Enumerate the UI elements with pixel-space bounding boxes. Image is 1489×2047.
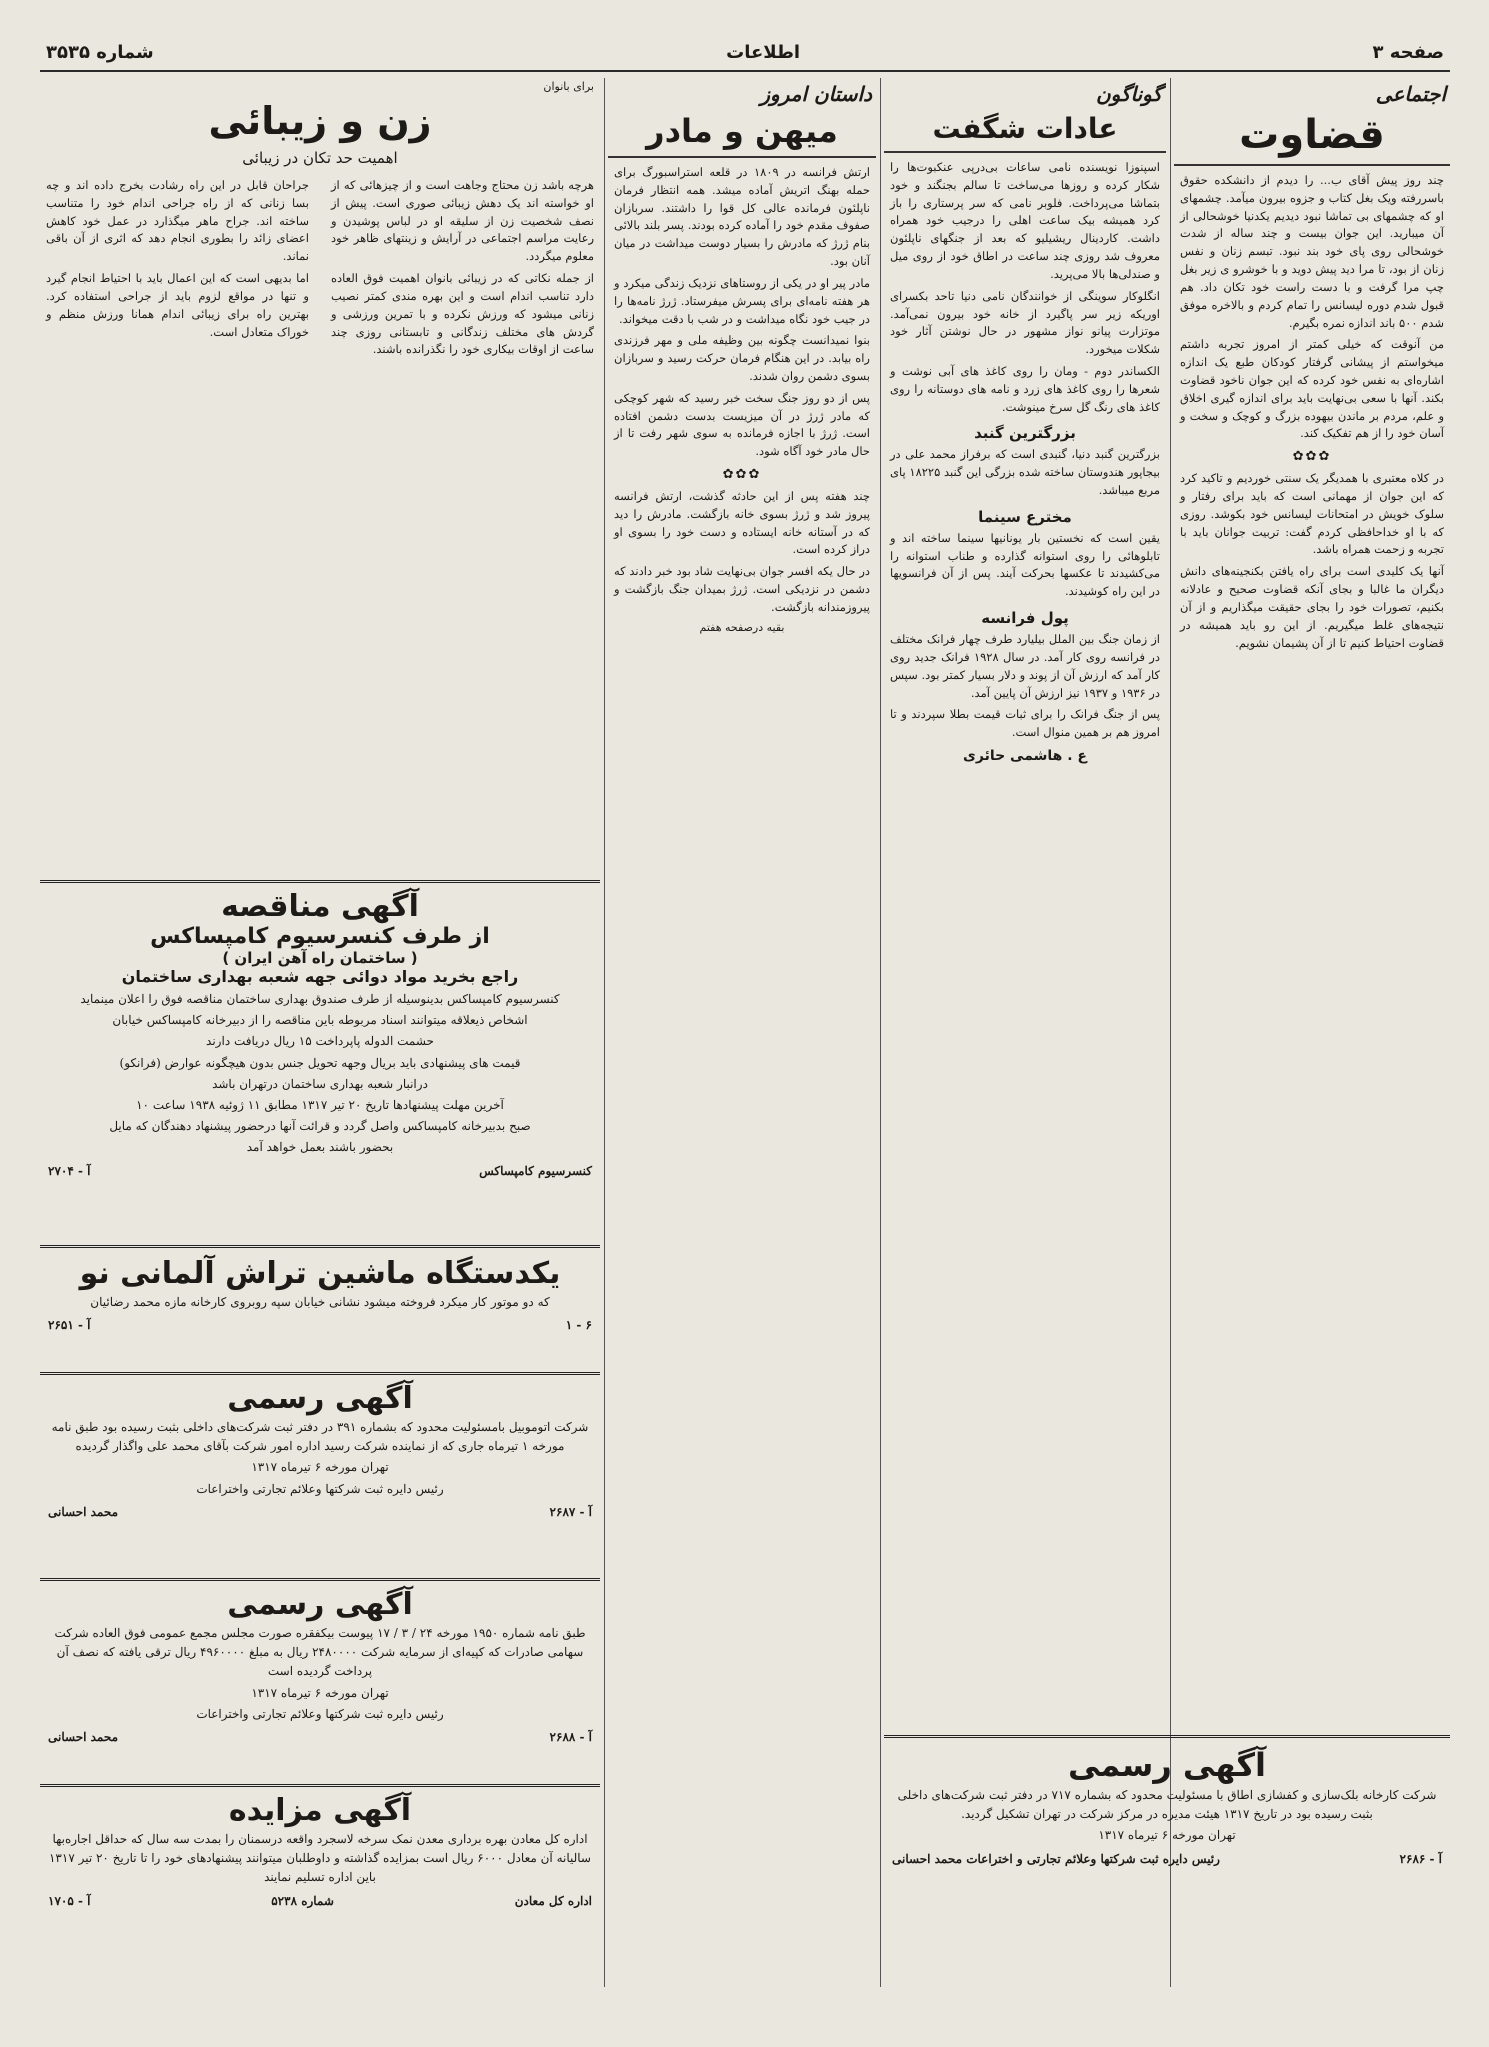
article-subheading: مخترع سینما [978,507,1072,526]
section-kicker: برای بانوان [543,80,594,93]
newspaper-name: اطلاعات [726,41,801,63]
ad-line: صبح بدبیرخانه کامپساکس واصل گردد و قرائت آنها درحضور پیشنهاد دهندگان که مایل [109,1119,531,1134]
article-paragraph: آنها یک کلیدی است برای راه یافتن بکنجینه‌های دانش دیگران ما غالبا و بجای آنکه قضاوت صحیح و عادلانه بکنیم، تصورات خود را بجای حقیقت میگذاریم و از آن نتیجه‌های غلط میگیریم. از این رو باید همیشه در قضاوت احتیاط کنیم تا از آن پشیمان نشویم. [1180,564,1444,650]
ad-line: طبق نامه شماره ۱۹۵۰ مورخه ۲۴ / ۳ / ۱۷ پیوست بیکفقره صورت مجلس مجمع عمومی فوق العاده شرکت سهامی صادرات که کپیه‌ای از سرمایه شرکت ۲۴۸۰۰۰۰ ریال به مبلغ ۴۹۶۰۰۰۰ ریال ترقی یافته که نصف آن پرداخت گردیده است [54,1626,586,1679]
ad-sign: کنسرسیوم کامپساکس [479,1163,592,1178]
ad-title: آگهی مزایده [228,1793,412,1828]
article-paragraph: من آنوقت که خیلی کمتر از امروز تجربه داشتم میخواستم از پیشانی گرفتار کودکان طبع یک اندازه اشاره‌ای به نفس خود کرده که این جوان ناخود قضاوت بکند. آنها با سعی بی‌نهایت باید برای اندازه گیری اخلاق و علم، مردم بر ماندن بیهوده بزرگ و کوچک و سخت و آسان خود را از هم تفکیک کند. [1180,337,1444,441]
ad-line: اداره کل معادن بهره برداری معدن نمک سرخه لاسجرد واقعه درسمنان را بمدت سه سال که حداقل اجاره‌بها سالیانه آن معادل ۶۰۰۰ ریال است بمزایده گذاشته و داوطلبان میتوانند پیشنهادهای خود را تا تاریخ ۲۰ تیر ۱۳۱۷ باین اداره تسلیم نمایند [48,1832,591,1885]
section-kicker: گوناگون [1095,82,1162,106]
column-story [608,78,876,1987]
article-paragraph: جراحان قابل در این راه رشادت بخرج داده اند و چه بسا زنانی که از راه جراحی اندام خود را متناسب ساخته اند. جراح ماهر میگذارد در عمل خود کاهش اعضای زائد را بطوری انجام دهد که اثری از آن باقی نماند. [46,178,309,264]
ad-date: تهران مورخه ۶ تیرماه ۱۳۱۷ [251,1685,389,1700]
column-rule [1170,78,1171,1987]
ad-title: آگهی رسمی [227,1587,413,1622]
official-ad [40,1578,600,1781]
ad-date: تهران مورخه ۶ تیرماه ۱۳۱۷ [1098,1828,1236,1843]
ad-from: از طرف کنسرسیوم کامپساکس [150,924,490,949]
article-paragraph: بزرگترین گنبد دنیا، گنبدی است که برفراز محمد علی در بیجاپور هندوستان ساخته شده بزرگی این گنبد ۱۸۲۲۵ پای مربع میباشد. [890,447,1160,497]
article-subheading: بزرگترین گنبد [974,424,1076,443]
article-paragraph: پس از جنگ فرانک را برای ثبات قیمت بطلا سپردند و تا امروز هم بر همین منوال است. [890,707,1160,740]
masthead [40,34,1450,72]
ad-line: بحضور باشند بعمل خواهد آمد [246,1140,394,1155]
ad-footer: رئیس دایره ثبت شرکتها وعلائم تجارتی واختراعات [196,1481,444,1496]
ad-code: آ - ۱۷۰۵ [48,1893,91,1908]
section-kicker: اجتماعی [1375,82,1446,106]
ad-paren: ( ساختمان راه آهن ایران ) [222,949,418,967]
column-women [40,78,600,878]
article-paragraph: الکساندر دوم - ومان را روی کاغذ های آبی نوشت و شعرها را روی کاغذ های زرد و نامه های دوستانه را روی کاغذ های رنگ گل سرخ مینوشت. [890,363,1160,414]
article-paragraph: از زمان جنگ بین الملل بیلیارد طرف چهار فرانک مختلف در فرانسه روی کار آمد. در سال ۱۹۲۸ فرانک جدید روی کار آمد که ارزش آن از پوند و دلار بسیار کمتر بود. سپس در ۱۹۳۶ و ۱۹۳۷ نیز ارزش آن پایین آمد. [890,632,1160,700]
column-rule [880,78,881,1987]
ad-title: یکدستگاه ماشین تراش آلمانی نو [79,1256,561,1291]
continued-note: بقیه درصفحه هفتم [699,620,785,634]
ad-line: درانبار شعبه بهداری ساختمان درتهران باشد [212,1076,428,1091]
ad-line: که دو موتور کار میکرد فروخته میشود نشانی خیابان سپه روبروی کارخانه مازه محمد رضائیان [90,1295,550,1309]
ad-title: آگهی رسمی [1068,1746,1266,1784]
column-miscellany [884,78,1166,1987]
article-title: زن و زیبائی [208,99,432,143]
ad-line: حشمت الدوله پاپرداخت ۱۵ ریال دریافت دارند [206,1034,434,1049]
article-title: عادات شگفت [932,112,1118,145]
ad-name: محمد احسانی [48,1504,119,1519]
article-paragraph: از جمله نکاتی که در زیبائی بانوان اهمیت فوق العاده دارد تناسب اندام است و این بهره مندی کمتر نصیب زنانی میشود که ورزش نکرده و با تمرین ورزشی و گردش های مختلف زندگانی و تابستانی روزی چند ساعت از اوقات بیکاری خود را نگذرانده باشند. [331,271,594,357]
article-paragraph: چند هفته پس از این حادثه گذشت، ارتش فرانسه پیروز شد و ژرژ بسوی خانه بازگشت. مادرش را دید که در آستانه خانه ایستاده و دست خود را بسوی او دراز کرده است. [614,489,870,557]
article-paragraph: اما بدیهی است که این اعمال باید با احتیاط انجام گیرد و تنها در مواقع لزوم باید از جراحی استفاده کرد. بهترین راه برای زیبائی اندام همانا ورزش منظم و خوراک متعادل است. [46,271,309,339]
article-paragraph: پس از دو روز جنگ سخت خبر رسید که شهر کوچکی که مادر ژرژ در آن میزیست بدست دشمن افتاده است. ژرژ با اجازه فرمانده به سوی شهر رفت تا از حال مادر خود آگاه شود. [614,390,870,459]
article-paragraph: یقین است که نخستین بار یونانیها سینما ساخته اند و تابلوهائی را روی استوانه گذارده و طناب استوانه را می‌کشیدند تا عکسها بحرکت آیند. پس از آن فرانسویها در این راه کوشیدند. [890,530,1160,599]
article-paragraph: در حال یکه افسر جوان بی‌نهایت شاد بود خبر دادند که دشمن در نزدیکی است. ژرژ بمیدان جنگ بازگشت و پیروزمندانه بازگشت. [614,564,870,614]
article-title: قضاوت [1239,112,1385,158]
article-paragraph: در کلاه معتبری با همدیگر یک سنتی خوردیم و تاکید کرد که این جوان از مهمانی است که باید برای رفتار و سلوک خویش در امتحانات لیسانس خود بکوشد. روزی که با او خداحافظی کردم گفت: تربیت جوانان باید با تجربه و زحمت همراه باشد. [1180,471,1444,557]
ad-line: کنسرسیوم کامپساکس بدینوسیله از طرف صندوق بهداری ساختمان مناقصه فوق را اعلان مینماید [80,992,560,1006]
divider-stars: ✿✿✿ [722,467,762,482]
ad-code: آ - ۲۶۸۸ [549,1729,592,1744]
article-subheading: پول فرانسه [981,609,1069,628]
article-paragraph: چند روز پیش آقای ب... را دیدم از دانشکده حقوق باسررفته ویک بغل کتاب و جزوه بیرون میآمد. چشمهای او که چشمهای بی تماشا نبود دیدیم یکدنیا خوشحالی از آن میبارید. این جوان بیست و چند ساله از شدت خوشحالی روی پای خود بند نبود. تبسم زنان و نفس زنان از بود، تا مرا دید پیش دوید و با خوشرو ی زیر بغل چپ مرا گرفت و با دست راست خود تکان داد. هم قبول شدم دوره لیسانس را تمام کردم و بالاخره موفق شدم ۵۰۰ باند اندازه نمره بگیرم. [1180,173,1444,330]
article-paragraph: ارتش فرانسه در ۱۸۰۹ در قلعه استراسبورگ برای حمله بهنگ اتریش آماده میشد. همه انتظار فرمان ناپلئون فرمانده عالی کل قوا را داشتند. سربازان صفوف مقدم خود را آماده کرده بودند. پسر بلند بالائی بنام ژرژ که مادرش را بسیار دوست میداشت در میان آنان بود. [614,165,871,269]
ad-title: آگهی رسمی [227,1381,413,1416]
ad-footer: رئیس دایره ثبت شرکتها وعلائم تجارتی واختراعات [196,1706,444,1721]
tender-ad [40,880,600,1243]
column-rule [604,78,605,1987]
ad-subject: راجع بخرید مواد دوائی جهه شعبه بهداری ساختمان [121,967,519,986]
section-kicker: داستان امروز [760,82,872,106]
ad-number: شماره ۵۲۳۸ [271,1893,334,1908]
article-paragraph: بنوا نمیدانست چگونه بین وظیفه ملی و مهر فرزندی راه بیابد. در این هنگام فرمان حرکت رسید و سربازان بسوی دشمن روان شدند. [614,333,870,383]
ad-line: شرکت اتوموبیل بامسئولیت محدود که بشماره ۳۹۱ در دفتر ثبت شرکت‌های داخلی بثبت رسیده بود طبق نامه مورخه ۱ تیرماه جاری که از نماینده شرکت رسید اداره امور شرکت بآقای محمد علی واگذار گردیده [51,1420,589,1454]
article-paragraph: انگلوکار سوینگی از خوانندگان نامی دنیا تاحد بکسرای اوریکه زیر سر پاگیرد از خانه خود بیرون نمی‌آمد. موتزارت پیانو نواز مشهور در حال نوشتن آثار خود شکلات میخورد. [890,288,1160,357]
article-paragraph: مادر پیر او در یکی از روستاهای نزدیک زندگی میکرد و هر هفته نامه‌ای برای پسرش میفرستاد. ژرژ نامه‌ها را در جیب خود نگاه میداشت و در شب با دقت میخواند. [614,275,870,326]
article-paragraph: هرچه باشد زن محتاج وجاهت است و از چیزهائی که از او خواسته اند یک دهش زیبائی صوری است. پیش از نصف شخصیت زن از سلیقه او در لباس پوشیدن و رعایت مراسم اجتماعی در آرایش و زینتهای ظاهر خود معلوم میگردد. [331,178,594,264]
article-paragraph: اسپنوزا نویسنده نامی ساعات بی‌درپی عنکبوت‌ها را شکار کرده و روزها می‌ساخت تا سالم بجنگند و خود بتماشا می‌پرداخت. فلوبر نامی که سر پرستاری را باز کرد همیشه بیک ساعت اهلی را درجیب خود همراه داشت. کاردینال ریشیلیو که بعد از جنگهای ناپلئون معروف شد روزی چند ساعت در اطاق خود از روی میل و صندلی‌ها بالا می‌پرید. [890,160,1160,281]
author-signature: ع . هاشمی حائری [963,747,1087,764]
ad-name: محمد احسانی [48,1729,119,1744]
column-social [1174,78,1450,1987]
ad-line: آخرین مهلت پیشنهادها تاریخ ۲۰ تیر ۱۳۱۷ مطابق ۱۱ ژوئیه ۱۹۳۸ ساعت ۱۰ [136,1097,504,1112]
ad-code: آ - ۲۶۸۶ [1399,1851,1442,1866]
divider-stars: ✿✿✿ [1292,449,1332,465]
ad-date: تهران مورخه ۶ تیرماه ۱۳۱۷ [251,1460,389,1475]
issue-number: شماره ۳۵۳۵ [46,41,154,63]
ad-footer: رئیس دایره ثبت شرکتها وعلائم تجارتی و اختراعات محمد احسانی [892,1851,1220,1866]
ad-line: شرکت کارخانه بلک‌سازی و کفشازی اطاق با مسئولیت محدود که بشماره ۷۱۷ در دفتر ثبت شرکت‌های داخلی بثبت رسیده بود در تاریخ ۱۳۱۷ هیئت مدیره در مرکز شرکت در تهران تشکیل گردید. [897,1788,1437,1822]
official-ad-right [884,1735,1450,1988]
ad-sign: اداره کل معادن [514,1893,592,1908]
ad-code: آ - ۲۶۸۷ [549,1504,592,1519]
ad-line: اشخاص ذیعلاقه میتوانند اسناد مربوطه باین مناقصه را از دبیرخانه کامپساکس خیابان [112,1013,528,1028]
page-number: صفحه ۳ [1372,41,1444,63]
auction-ad [40,1784,600,1987]
article-title: میهن و مادر [646,112,838,150]
ad-number: ۶ - ۱ [565,1318,592,1333]
machine-ad [40,1245,600,1368]
ad-code: آ - ۲۶۵۱ [48,1318,91,1333]
ad-line: قیمت های پیشنهادی باید بریال وجهه تحویل جنس بدون هیچگونه عوارض (فرانکو) [119,1055,521,1070]
article-subtitle: اهمیت حد تکان در زیبائی [242,149,398,167]
ad-code: آ - ۲۷۰۴ [48,1163,91,1178]
ad-title: آگهی مناقصه [221,889,419,924]
official-ad [40,1372,600,1575]
